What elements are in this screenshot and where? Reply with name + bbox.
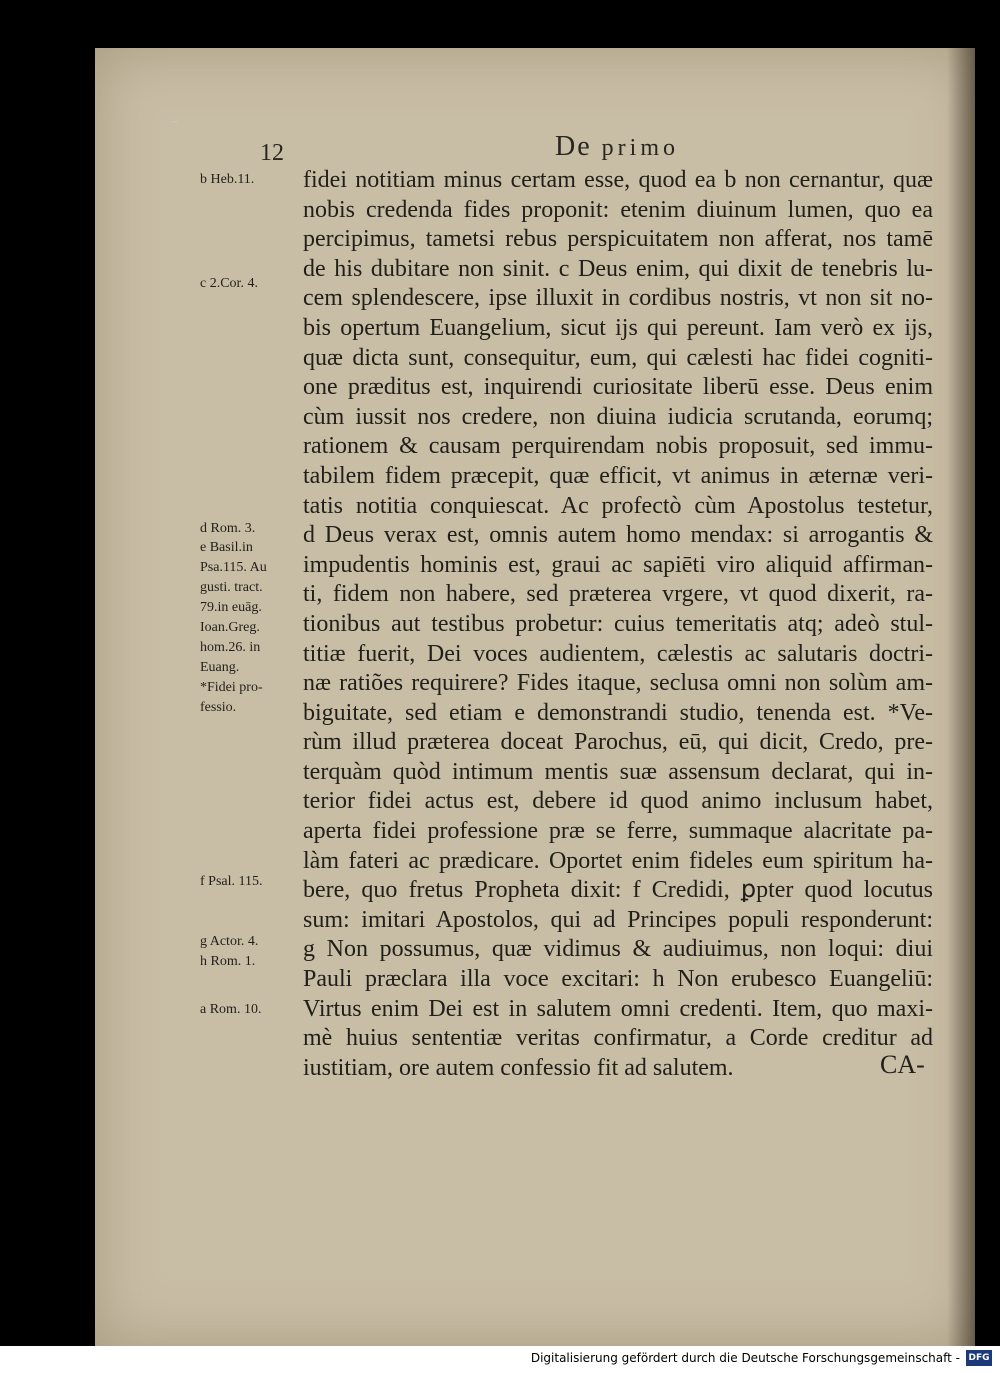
text-line: percipimus, tametsi rebus perspicuitatem non afferat, nos tamē [303, 226, 933, 253]
running-head [555, 131, 679, 163]
text-line: sum: imitari Apostolos, qui ad Principes populi responderunt: [303, 906, 933, 933]
text-line: cem splendescere, ipse illuxit in cordibus nostris, vt non sit no- [303, 285, 933, 312]
text-line: impudentis hominis est, graui ac sapiēti viro aliquid affirman- [303, 551, 933, 578]
text-line: næ ratiões requirere? Fides itaque, seclusa omni non solùm am- [303, 670, 933, 697]
page-edge-shadow [947, 48, 975, 1346]
text-line: terior fidei actus est, debere id quod animo inclusum habet, [303, 788, 933, 815]
margin-note: g Actor. 4. [200, 934, 259, 949]
margin-note: h Rom. 1. [200, 954, 256, 969]
text-line: terquàm quòd intimum mentis suæ assensum declarat, qui in- [303, 758, 933, 785]
text-line: làm fateri ac prædicare. Oportet enim fideles eum spiritum ha- [303, 847, 933, 874]
text-line: fidei notitiam minus certam esse, quod ea b non cernantur, quæ [303, 167, 933, 193]
binding-mark: ¨ [172, 118, 178, 135]
running-head-rest: primo [601, 135, 679, 161]
footer-credit: Digitalisierung gefördert durch die Deutsche Forschungsgemeinschaft - [530, 1351, 960, 1365]
margin-note: Ioan.Greg. [200, 620, 260, 635]
text-line: bere, quo fretus Propheta dixit: f Credidi, ꝑpter quod locutus [303, 877, 933, 904]
text-line: bis opertum Euangelium, sicut ijs qui pereunt. Iam verò ex ijs, [303, 314, 933, 341]
text-line: nobis credenda fides proponit: etenim diuinum lumen, quo ea [303, 196, 933, 223]
text-line: ti, fidem non habere, sed præterea vrgere, vt quod dixerit, ra- [303, 581, 933, 608]
body-text [303, 166, 933, 1083]
text-line: tabilem fidem præcepit, quæ efficit, vt animus in æternæ veri- [303, 462, 933, 489]
text-line: biguitate, sed etiam e demonstrandi studio, tenenda est. *Ve- [303, 699, 933, 726]
text-line: titiæ fuerit, Dei voces audientem, cælestis ac salutaris doctri- [303, 640, 933, 667]
text-line: d Deus verax est, omnis autem homo mendax: si arrogantis & [303, 522, 933, 549]
margin-note: e Basil.in [200, 540, 253, 555]
text-line: aperta fidei professione præ se ferre, summaque alacritate pa- [303, 818, 933, 845]
margin-note: 79.in euāg. [200, 600, 262, 615]
margin-note: gusti. tract. [200, 580, 263, 595]
text-line: iustitiam, ore autem confessio fit ad salutem. [303, 1054, 734, 1081]
text-line: rùm illud præterea doceat Parochus, eū, qui dicit, Credo, pre- [303, 729, 933, 756]
dfg-logo-icon: DFG [966, 1350, 992, 1366]
margin-note: hom.26. in [200, 640, 261, 655]
text-line: tionibus aut testibus probetur: cuius temeritatis atq; adeò stul- [303, 610, 933, 637]
catchword: CA- [880, 1050, 925, 1079]
margin-note: a Rom. 10. [200, 1002, 262, 1017]
running-head-cap: De [555, 131, 592, 162]
footer-bar [0, 1346, 1000, 1373]
margin-note: f Psal. 115. [200, 874, 263, 889]
margin-note: Euang. [200, 660, 240, 675]
text-line: Pauli præclara illa voce excitari: h Non erubesco Euangeliū: [303, 966, 933, 993]
text-line: tatis notitia conquiescat. Ac profectò cùm Apostolus testetur, [303, 492, 933, 519]
text-line: Virtus enim Dei est in salutem omni credenti. Item, quo maxi- [303, 995, 933, 1022]
margin-note: fessio. [200, 700, 237, 715]
page-number: 12 [260, 140, 284, 166]
margin-note: *Fidei pro- [200, 680, 263, 695]
margin-note: b Heb.11. [200, 172, 255, 187]
text-line: one præditus est, inquirendi curiositate liberū esse. Deus enim [303, 374, 933, 401]
text-line: mè huius sententiæ veritas confirmatur, a Corde creditur ad [303, 1025, 933, 1052]
text-line: g Non possumus, quæ vidimus & audiuimus, non loqui: diui [303, 936, 933, 963]
text-line: rationem & causam perquirendam nobis proposuit, sed immu- [303, 433, 933, 460]
margin-note: d Rom. 3. [200, 521, 256, 536]
text-line: cùm iussit nos credere, non diuina iudicia scrutanda, eorumq; [303, 403, 933, 430]
margin-note: c 2.Cor. 4. [200, 276, 258, 291]
text-line: de his dubitare non sinit. c Deus enim, qui dixit de tenebris lu- [303, 255, 933, 282]
text-line: quæ dicta sunt, consequitur, eum, qui cælesti hac fidei cogniti- [303, 344, 933, 371]
margin-note: Psa.115. Au [200, 560, 267, 575]
